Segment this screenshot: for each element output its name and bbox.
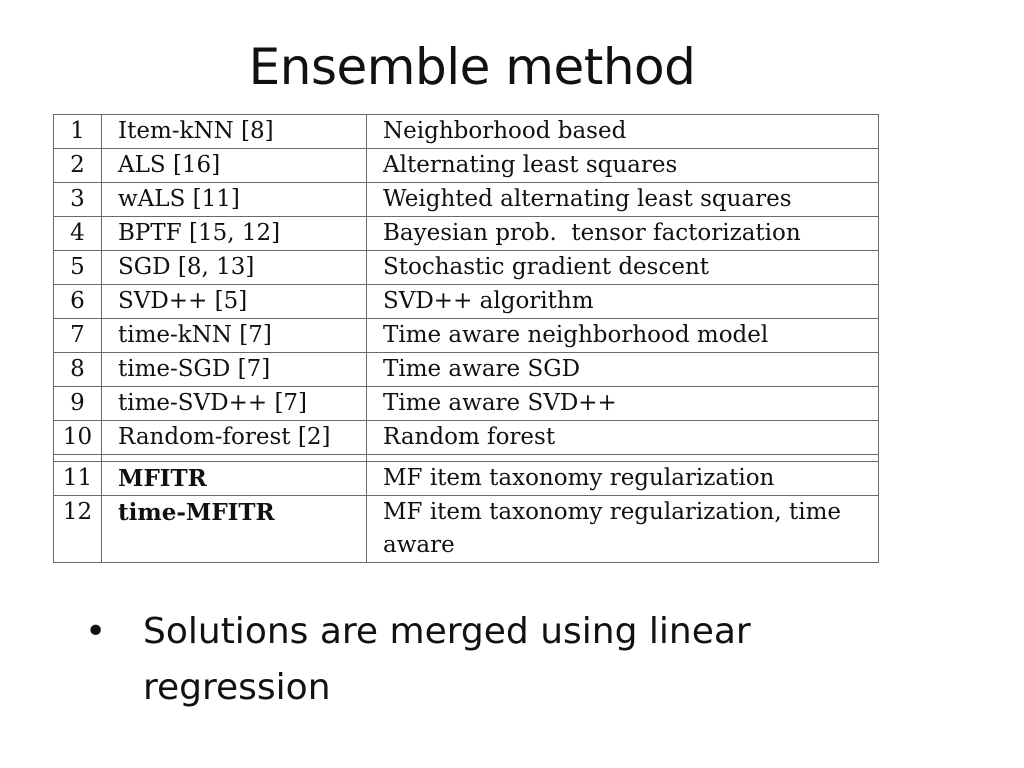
table-row (54, 149, 879, 183)
method-name: time-SGD [7] (102, 353, 367, 387)
table-row (54, 353, 879, 387)
bullet-text: Solutions are merged using linear regression (143, 611, 751, 708)
method-name: Item-kNN [8] (102, 115, 367, 149)
method-description: Time aware SVD++ (367, 387, 879, 421)
methods-table (53, 114, 879, 563)
method-description: MF item taxonomy regularization (367, 462, 879, 496)
method-description: MF item taxonomy regularization, time aware (367, 496, 879, 563)
method-description: Random forest (367, 421, 879, 455)
method-description: SVD++ algorithm (367, 285, 879, 319)
method-name: BPTF [15, 12] (102, 217, 367, 251)
method-description: Neighborhood based (367, 115, 879, 149)
row-number: 2 (54, 149, 102, 183)
method-name: SGD [8, 13] (102, 251, 367, 285)
slide-title: Ensemble method (248, 38, 696, 96)
method-name: time-SVD++ [7] (102, 387, 367, 421)
table-row (54, 217, 879, 251)
method-name: wALS [11] (102, 183, 367, 217)
separator-cell (367, 455, 879, 462)
row-number: 1 (54, 115, 102, 149)
row-number: 7 (54, 319, 102, 353)
bullet-icon: • (85, 611, 107, 652)
row-number: 8 (54, 353, 102, 387)
row-number: 12 (54, 496, 102, 563)
separator-cell (54, 455, 102, 462)
row-number: 9 (54, 387, 102, 421)
method-name: time-MFITR (102, 496, 367, 563)
method-description: Stochastic gradient descent (367, 251, 879, 285)
table-row (54, 251, 879, 285)
table-row (54, 319, 879, 353)
table-row (54, 285, 879, 319)
method-name: MFITR (102, 462, 367, 496)
method-name: ALS [16] (102, 149, 367, 183)
row-number: 11 (54, 462, 102, 496)
row-number: 4 (54, 217, 102, 251)
method-name: Random-forest [2] (102, 421, 367, 455)
table-separator (54, 455, 879, 462)
table-row (54, 421, 879, 455)
table-row (54, 183, 879, 217)
row-number: 6 (54, 285, 102, 319)
table-row (54, 462, 879, 496)
method-name: SVD++ [5] (102, 285, 367, 319)
method-name: time-kNN [7] (102, 319, 367, 353)
table-row (54, 496, 879, 563)
method-description: Weighted alternating least squares (367, 183, 879, 217)
row-number: 5 (54, 251, 102, 285)
table-row (54, 115, 879, 149)
method-description: Bayesian prob. tensor factorization (367, 217, 879, 251)
row-number: 3 (54, 183, 102, 217)
method-description: Time aware neighborhood model (367, 319, 879, 353)
row-number: 10 (54, 421, 102, 455)
table-row (54, 387, 879, 421)
separator-cell (102, 455, 367, 462)
method-description: Time aware SGD (367, 353, 879, 387)
methods-table-container (53, 114, 879, 563)
method-description: Alternating least squares (367, 149, 879, 183)
